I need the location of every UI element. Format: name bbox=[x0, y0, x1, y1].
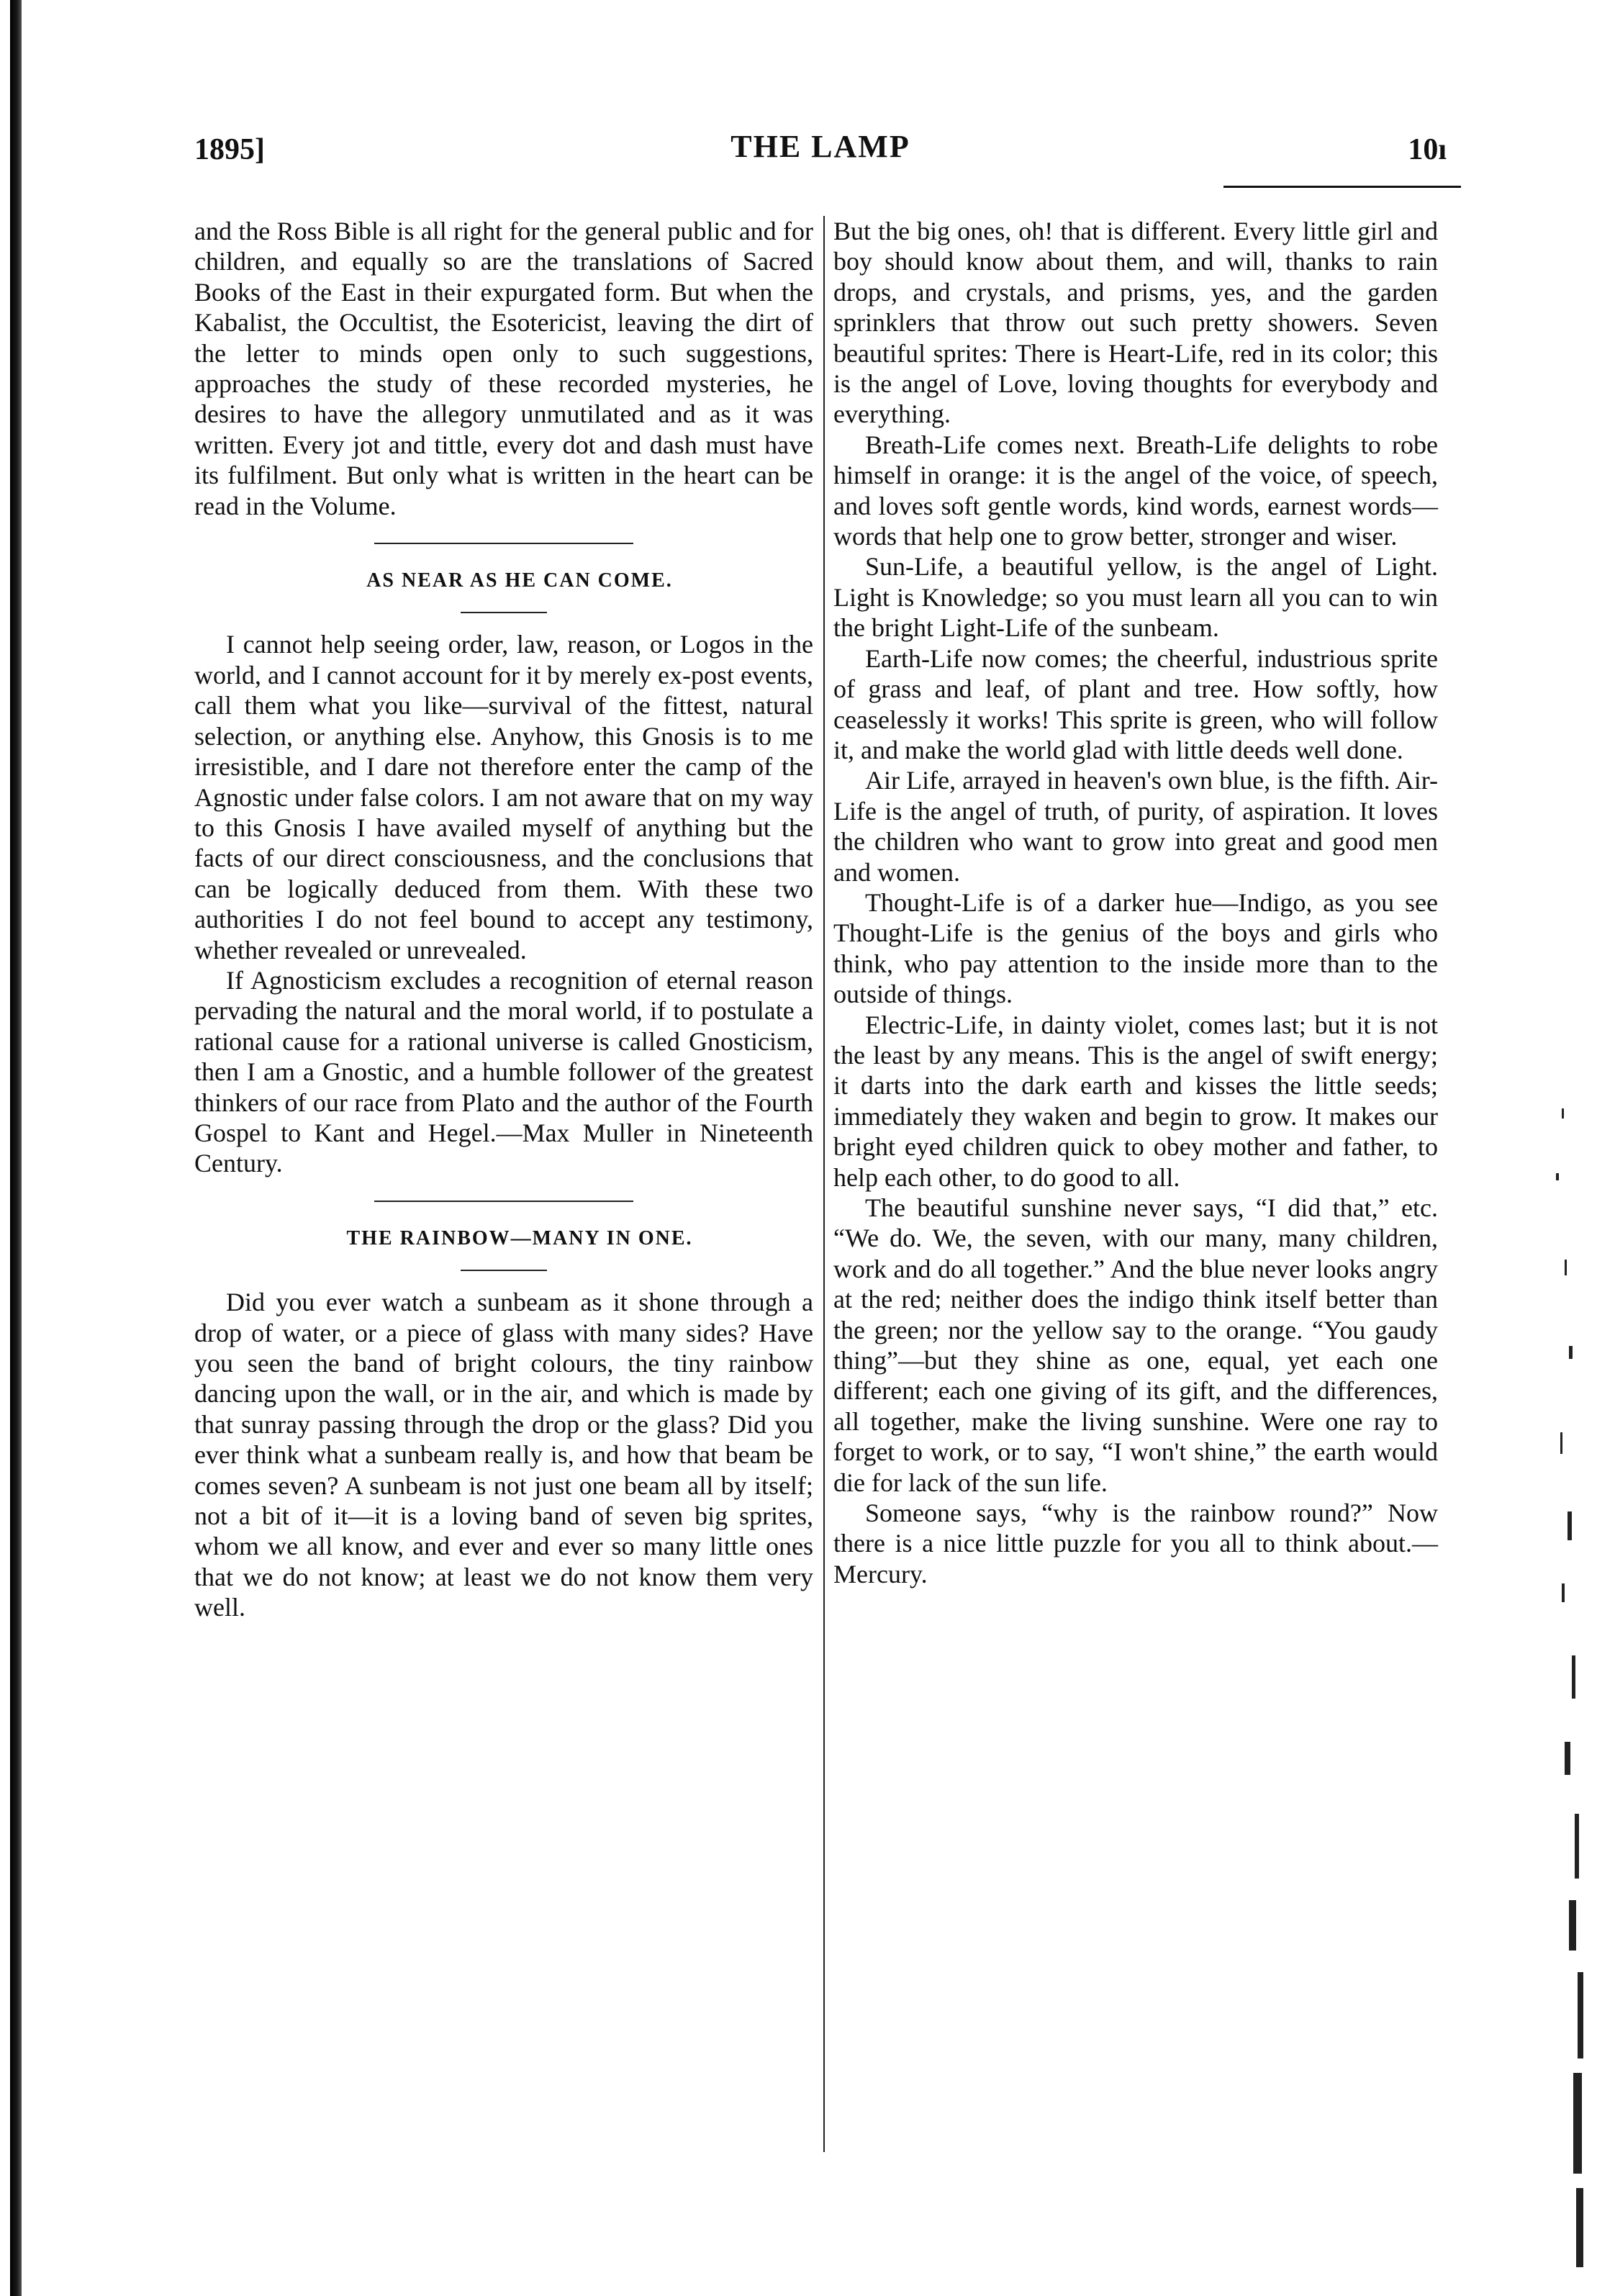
header-rule bbox=[1223, 186, 1461, 188]
paragraph-ross-bible: and the Ross Bible is all right for the general public and for children, and equally so are the translations of Sacred Books of the East in their expurgated form. But when the Kabalist, the Occultist, the Esotericist, leaving the dirt of the letter to minds open only to such suggestions, approaches the study of these recorded mysteries, he desires to have the allegory unmutilated and as it was written. Every jot and tittle, every dot and dash must have its fulfilment. But only what is written in the heart can be read in the Volume. bbox=[194, 217, 813, 520]
page-binding-edge bbox=[10, 0, 22, 2296]
paragraph-electric-life: Electric-Life, in dainty violet, comes last; but it is not the least by any means. This is the angel of swift energy; it darts into the dark earth and kisses the little seeds; immediately they waken and begin to grow. It makes our bright eyed children quick to obey mother and father, to help each other, to do good to all. bbox=[833, 1010, 1438, 1192]
page-header bbox=[194, 128, 1447, 178]
section-heading-near-as-he-can-come: AS NEAR AS HE CAN COME. bbox=[366, 569, 673, 592]
paragraph-sunbeam: Did you ever watch a sunbeam as it shone through a drop of water, or a piece of glass with many sides? Have you seen the band of bright colours, the tiny rainbow dancing upon the wall, or in the air, and which is made by that sunray passing through the drop or the glass? Did you ever think what a sunbeam really is, and how that beam be comes seven? A sunbeam is not just one beam all by itself; not a bit of it—it is a loving band of seven big sprites, whom we all know, and ever and ever so many little ones that we do not know; at least we do not know them very well. bbox=[194, 1288, 813, 1622]
right-column bbox=[833, 216, 1438, 1589]
paragraph-earth-life: Earth-Life now comes; the cheerful, industrious sprite of grass and leaf, of plant and tree. How softly, how ceaselessly it works! This sprite is green, who will follow it, and make the world glad with little deeds well done. bbox=[833, 643, 1438, 764]
paragraph-agnosticism: If Agnosticism excludes a recognition of eternal reason pervading the natural and the moral world, if to postulate a rational cause for a rational universe is called Gnosticism, then I am a Gnostic, and a humble follower of the greatest thinkers of our race from Plato and the author of the Fourth Gospel to Kant and Hegel.—Max Muller in Nineteenth Century. bbox=[194, 965, 813, 1178]
column-divider bbox=[823, 216, 825, 2152]
section-heading-rainbow: THE RAINBOW—MANY IN ONE. bbox=[346, 1226, 693, 1249]
page-edge-speckle bbox=[1540, 1108, 1591, 2274]
header-title: THE LAMP bbox=[730, 129, 910, 164]
left-column bbox=[194, 216, 813, 1623]
paragraph-sunshine: The beautiful sunshine never says, “I did that,” etc. “We do. We, the seven, with our many, many children, work and do all together.” And the blue never looks angry at the red; neither does the indigo think itself better than the green; nor the yellow say to the orange. “You gaudy thing”—but they shine as one, equal, yet each one different; each one giving of its gift, and the differences, all together, make the living sunshine. Were one ray to forget to work, or to say, “I won't shine,” the earth would die for lack of the sun life. bbox=[833, 1193, 1438, 1497]
paragraph-rainbow-round: Someone says, “why is the rainbow round?” Now there is a nice little puzzle for you all to think about.—Mercury. bbox=[833, 1499, 1438, 1588]
paragraph-sun-life: Sun-Life, a beautiful yellow, is the angel of Light. Light is Knowledge; so you must learn all you can to win the bright Light-Life of the sunbeam. bbox=[833, 552, 1438, 643]
header-page-number: 10ı bbox=[1408, 133, 1447, 166]
paragraph-big-ones: But the big ones, oh! that is different. Every little girl and boy should know about them, and will, thanks to rain drops, and crystals, and prisms, yes, and the garden sprinklers that throw out such pretty showers. Seven beautiful sprites: There is Heart-Life, red in its color; this is the angel of Love, loving thoughts for everybody and everything. bbox=[833, 217, 1438, 429]
paragraph-gnosis: I cannot help seeing order, law, reason, or Logos in the world, and I cannot account for it by merely ex-post events, call them what you like—survival of the fittest, natural selection, or anything else. Anyhow, this Gnosis is to me irresistible, and I dare not therefore enter the camp of the Agnostic under false colors. I am not aware that on my way to this Gnosis I have availed myself of anything but the facts of our direct consciousness, and the conclusions that can be logically deduced from them. With these two authorities I do not feel bound to accept any testimony, whether revealed or unrevealed. bbox=[194, 630, 813, 964]
paragraph-air-life: Air Life, arrayed in heaven's own blue, is the fifth. Air-Life is the angel of truth, of purity, of aspiration. It loves the children who want to grow into great and good men and women. bbox=[833, 766, 1438, 887]
paragraph-breath-life: Breath-Life comes next. Breath-Life delights to robe himself in orange: it is the angel of the voice, of speech, and loves soft gentle words, kind words, earnest words—words that help one to grow better, stronger and wiser. bbox=[833, 430, 1438, 551]
paragraph-thought-life: Thought-Life is of a darker hue—Indigo, as you see Thought-Life is the genius of the boys and girls who think, who pay attention to the inside more than to the outside of things. bbox=[833, 887, 1438, 1009]
header-year: 1895] bbox=[194, 133, 265, 166]
